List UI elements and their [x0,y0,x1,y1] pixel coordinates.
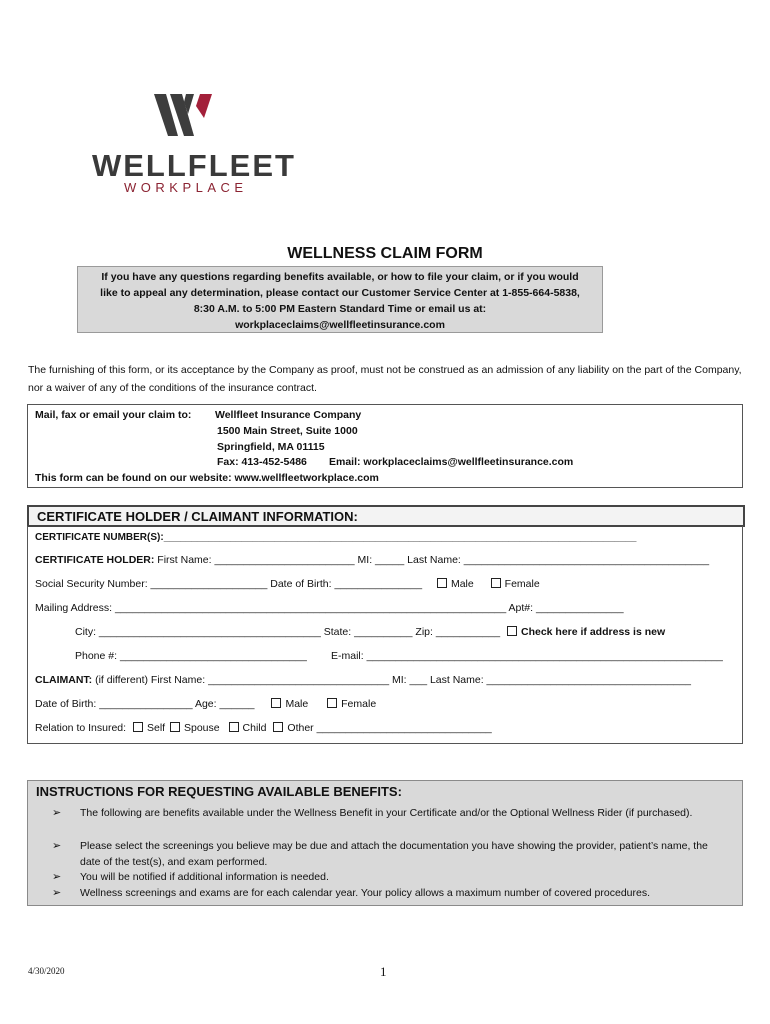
holder-label: CERTIFICATE HOLDER: [35,554,155,566]
self-checkbox[interactable] [133,722,143,732]
female-label: Female [504,578,540,590]
male-label: Male [450,578,474,590]
mailing-address-field[interactable]: Mailing Address: ___________________________________________________________________ Apt#: _______________ [35,602,624,614]
certificate-section [27,526,743,744]
contact-email: workplaceclaims@wellfleetinsurance.com [235,319,445,331]
wellfleet-logo-icon [150,88,220,142]
email-field[interactable]: E-mail: _____________________________________________________________ [331,650,723,662]
instruction-item [52,838,722,870]
arrow-bullet-icon: ➢ [52,871,62,883]
ssn-dob-fields[interactable]: Social Security Number: ____________________ Date of Birth: _______________ [35,578,423,590]
claimant-female-checkbox[interactable] [327,698,337,708]
male-checkbox[interactable] [437,578,447,588]
claimant-dob-age-fields[interactable]: Date of Birth: ________________ Age: ______ [35,698,255,710]
city-state-zip-fields[interactable]: City: ______________________________________ State: __________ Zip: ___________ [75,626,501,638]
instructions-box [27,780,743,906]
arrow-bullet-icon: ➢ [52,807,62,819]
child-checkbox[interactable] [229,722,239,732]
relation-label: Relation to Insured: [35,722,127,734]
child-label: Child [242,722,267,734]
address-new-label: Check here if address is new [520,626,666,638]
contact-line: like to appeal any determination, please contact our Customer Service Center at 1-855-664-5838, [100,287,580,299]
logo-subtitle: WORKPLACE [124,180,248,195]
spouse-checkbox[interactable] [170,722,180,732]
mail-website: This form can be found on our website: www.wellfleetworkplace.com [35,472,379,484]
contact-line: 8:30 A.M. to 5:00 PM Eastern Standard Time or email us at: [193,303,487,315]
mail-company: Wellfleet Insurance Company [215,409,362,421]
certificate-numbers-field[interactable]: CERTIFICATE NUMBER(S):_____________________________________________________________________________________ [35,532,637,543]
mail-street: 1500 Main Street, Suite 1000 [217,425,358,437]
arrow-bullet-icon: ➢ [52,887,62,899]
city-state-zip-row[interactable] [75,626,665,638]
female-checkbox[interactable] [491,578,501,588]
claimant-male-label: Male [285,698,309,710]
logo-wordmark: WELLFLEET [92,148,296,183]
ssn-dob-row[interactable] [35,578,540,590]
phone-field[interactable]: Phone #: ________________________________ [75,650,307,662]
instruction-text: Wellness screenings and exams are for each calendar year. Your policy allows a maximum number of covered procedures. [80,887,651,899]
claimant-label: CLAIMANT: [35,674,93,686]
contact-info-box [77,266,603,333]
footer-date: 4/30/2020 [28,966,65,976]
address-new-checkbox[interactable] [507,626,517,636]
other-checkbox[interactable] [273,722,283,732]
self-label: Self [146,722,166,734]
certificate-section-heading: CERTIFICATE HOLDER / CLAIMANT INFORMATION: [27,505,745,527]
claimant-name-fields[interactable]: (if different) First Name: _______________________________ MI: ___ Last Name: ___________________________________ [92,674,691,686]
relation-row[interactable] [35,722,492,734]
claimant-row[interactable] [35,674,691,686]
instruction-text: The following are benefits available under the Wellness Benefit in your Certificate and/or the Optional Wellness Rider (if purchased). [80,807,693,819]
instruction-item [52,885,722,901]
claimant-male-checkbox[interactable] [271,698,281,708]
mail-label: Mail, fax or email your claim to: [35,409,192,421]
form-title: WELLNESS CLAIM FORM [287,245,483,262]
instruction-item [52,805,722,821]
mail-fax: Fax: 413-452-5486 [217,456,307,468]
instruction-text: Please select the screenings you believe may be due and attach the documentation you have showing the provider, patient’s name, the date of the test(s), and exam performed. [80,840,708,868]
certificate-holder-row[interactable] [35,554,709,566]
arrow-bullet-icon: ➢ [52,840,62,852]
holder-name-fields[interactable]: First Name: ________________________ MI: _____ Last Name: __________________________________________ [154,554,710,566]
contact-line: If you have any questions regarding benefits available, or how to file your claim, or if you would [101,271,579,283]
page-number: 1 [380,964,387,979]
claimant-female-label: Female [341,698,377,710]
claimant-dob-row[interactable] [35,698,376,710]
mail-city: Springfield, MA 01115 [217,441,325,453]
other-field[interactable]: Other ______________________________ [287,722,492,734]
instructions-heading: INSTRUCTIONS FOR REQUESTING AVAILABLE BENEFITS: [36,784,402,799]
mail-email: Email: workplaceclaims@wellfleetinsurance.com [329,456,574,468]
spouse-label: Spouse [184,722,220,734]
disclaimer-text: The furnishing of this form, or its acceptance by the Company as proof, must not be construed as an admission of any liability on the part of the Company, nor a waiver of any of the conditions of the insurance contract. [28,364,742,394]
instruction-item [52,869,722,885]
instruction-text: You will be notified if additional information is needed. [80,871,329,883]
mail-to-box [27,404,743,488]
